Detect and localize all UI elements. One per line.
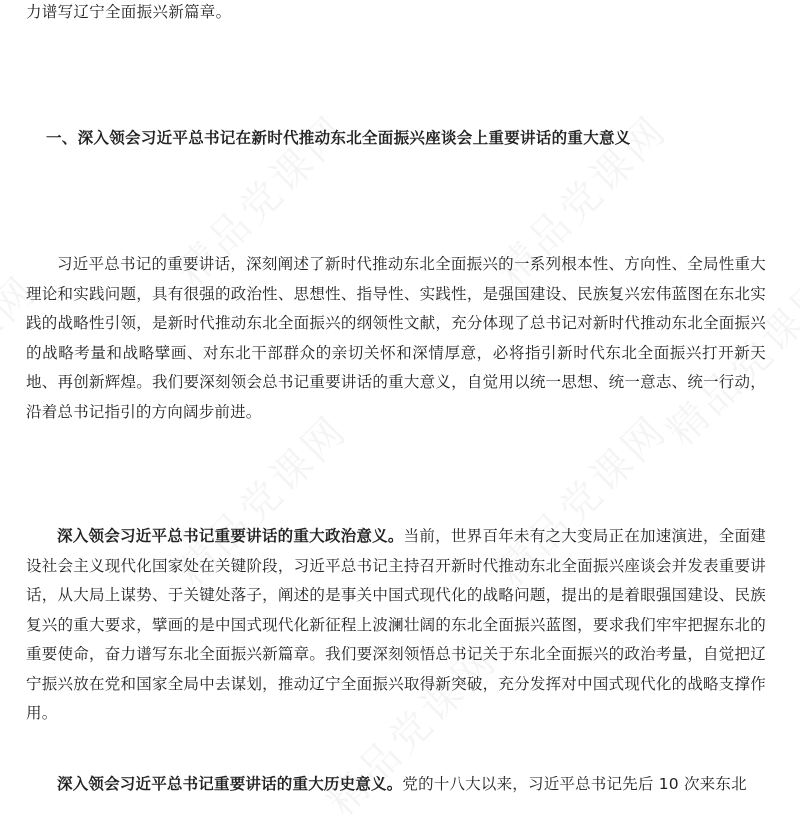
section-heading: 一、深入领会习近平总书记在新时代推动东北全面振兴座谈会上重要讲话的重大意义 <box>46 129 631 147</box>
paragraph <box>26 522 766 729</box>
paragraph-lead: 深入领会习近平总书记重要讲话的重大政治意义。 <box>57 527 404 545</box>
paragraph-body: 党的十八大以来，习近平总书记先后 10 次来东北 <box>402 775 747 793</box>
paragraph-body: 当前，世界百年未有之大变局正在加速演进，全面建设社会主义现代化国家处在关键阶段，习近平总书记主持召开新时代推动东北全面振兴座谈会并发表重要讲话，从大局上谋势、于关键处落子，阐述的是事关中国式现代化的战略问题，提出的是着眼强国建设、民族复兴的重大要求，擘画的是中国式现代化新征程上波澜壮阔的东北全面振兴蓝图，要求我们牢牢把握东北的重要使命，奋力谱写东北全面振兴新篇章。我们要深刻领悟总书记关于东北全面振兴的政治考量，自觉把辽宁振兴放在党和国家全局中去谋划，推动辽宁全面振兴取得新突破，充分发挥对中国式现代化的战略支撑作用。 <box>26 527 767 722</box>
paragraph <box>26 770 766 800</box>
paragraph-lead: 深入领会习近平总书记重要讲话的重大历史意义。 <box>57 775 403 793</box>
paragraph: 习近平总书记的重要讲话，深刻阐述了新时代推动东北全面振兴的一系列根本性、方向性、全局性重大理论和实践问题，具有很强的政治性、思想性、指导性、实践性，是强国建设、民族复兴宏伟蓝图在东北实践的战略性引领，是新时代推动东北全面振兴的纲领性文献，充分体现了总书记对新时代推动东北全面振兴的战略考量和战略擘画、对东北干部群众的亲切关怀和深情厚意，必将指引新时代东北全面振兴打开新天地、再创新辉煌。我们要深刻领会总书记重要讲话的重大意义，自觉用以统一思想、统一意志、统一行动，沿着总书记指引的方向阔步前进。 <box>26 255 766 421</box>
text-fragment: 力谱写辽宁全面振兴新篇章。 <box>26 3 232 21</box>
